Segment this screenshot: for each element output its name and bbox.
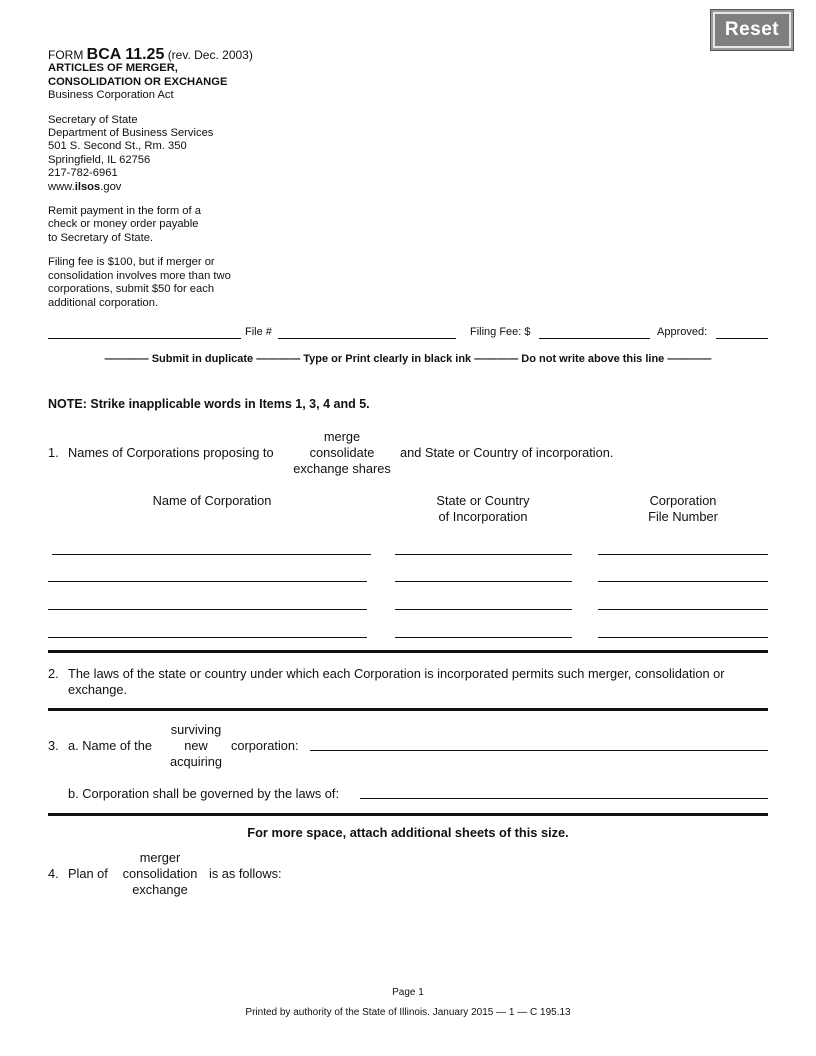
corp-file-number-field[interactable] (598, 581, 768, 582)
option-exchange: exchange (132, 882, 188, 897)
form-header (48, 48, 348, 321)
option-new: new (184, 738, 208, 753)
option-surviving: surviving (170, 722, 222, 737)
item3b-label: b. Corporation shall be governed by the laws of: (68, 786, 340, 801)
strike-note: NOTE: Strike inapplicable words in Items 1, 3, 4 and 5. (48, 397, 370, 411)
corp-state-field[interactable] (395, 581, 572, 582)
corp-file-number-field[interactable] (598, 554, 768, 555)
item4-number: 4. (48, 866, 59, 881)
item4-suffix: is as follows: (209, 866, 282, 881)
section-divider (48, 708, 768, 711)
fee-note: Filing fee is $100, but if merger or consolidation involves more than two corporations, submit $50 for each additional corporation. (48, 256, 231, 309)
address-line: 217-782-6961 (48, 167, 118, 180)
column-header-name: Name of Corporation (152, 493, 272, 508)
item2-text: The laws of the state or country under which each Corporation is incorporated permits such merger, consolidation or exchange. (68, 666, 725, 697)
form-revision: (rev. Dec. 2003) (167, 48, 253, 62)
item3-number: 3. (48, 738, 59, 753)
item4-options (114, 850, 206, 898)
section-divider (48, 650, 768, 653)
corp-state-field[interactable] (395, 637, 572, 638)
approved-line (716, 338, 768, 339)
item3a-suffix: corporation: (231, 738, 299, 753)
address-line: 501 S. Second St., Rm. 350 (48, 140, 187, 153)
item4-prefix: Plan of (68, 866, 108, 881)
website: www.ilsos.gov (48, 180, 122, 193)
item3-options (156, 722, 236, 770)
option-merger: merger (139, 850, 181, 865)
more-space-note: For more space, attach additional sheets of this size. (247, 825, 569, 840)
address-line: Secretary of State (48, 113, 138, 126)
blank-line (48, 338, 241, 339)
file-number-label: File # (245, 326, 272, 338)
corp-file-number-field[interactable] (598, 609, 768, 610)
address-block (48, 114, 348, 194)
item1-prefix: Names of Corporations proposing to (68, 445, 274, 460)
corp-name-field[interactable] (48, 581, 367, 582)
governing-law-field[interactable] (360, 798, 768, 799)
item1-options (282, 429, 402, 477)
form-number: BCA 11.25 (86, 46, 165, 63)
printed-by: Printed by authority of the State of Illinois. January 2015 — 1 — C 195.13 (245, 1007, 571, 1018)
item1-number: 1. (48, 445, 59, 460)
file-number-line (278, 338, 456, 339)
option-acquiring: acquiring (170, 754, 222, 769)
address-line: Springfield, IL 62756 (48, 153, 151, 166)
filing-fee-label: Filing Fee: $ (470, 326, 531, 338)
option-consolidate: consolidate (309, 445, 375, 460)
item1-suffix: and State or Country of incorporation. (400, 445, 614, 460)
reset-button[interactable]: Reset (711, 10, 793, 50)
remit-note: Remit payment in the form of a check or money order payable to Secretary of State. (48, 205, 201, 244)
section-divider (48, 813, 768, 816)
instruction-banner: ———— Submit in duplicate ———— Type or Print clearly in black ink ———— Do not write above this line ———— (104, 353, 712, 365)
form-title-line1: ARTICLES OF MERGER, (48, 62, 178, 75)
office-use-row (48, 326, 768, 342)
item3a-label: a. Name of the (68, 738, 152, 753)
approved-label: Approved: (657, 326, 708, 338)
column-header-file-number: Corporation File Number (648, 493, 718, 524)
option-consolidation: consolidation (122, 866, 198, 881)
form-id (48, 48, 348, 62)
corporation-name-field[interactable] (310, 750, 768, 751)
form-title-line2: CONSOLIDATION OR EXCHANGE (48, 75, 228, 88)
page-number: Page 1 (392, 987, 424, 998)
address-line: Department of Business Services (48, 127, 214, 140)
option-exchange-shares: exchange shares (293, 461, 391, 476)
corp-name-field[interactable] (48, 609, 367, 610)
form-prefix: FORM (48, 48, 84, 62)
option-merge: merge (323, 429, 361, 444)
corp-file-number-field[interactable] (598, 637, 768, 638)
corp-name-field[interactable] (48, 637, 367, 638)
corp-state-field[interactable] (395, 554, 572, 555)
column-header-state: State or Country of Incorporation (436, 493, 530, 524)
corp-name-field[interactable] (52, 554, 371, 555)
item2-number: 2. (48, 666, 59, 681)
filing-fee-line (539, 338, 650, 339)
act-name: Business Corporation Act (48, 89, 174, 102)
corp-state-field[interactable] (395, 609, 572, 610)
